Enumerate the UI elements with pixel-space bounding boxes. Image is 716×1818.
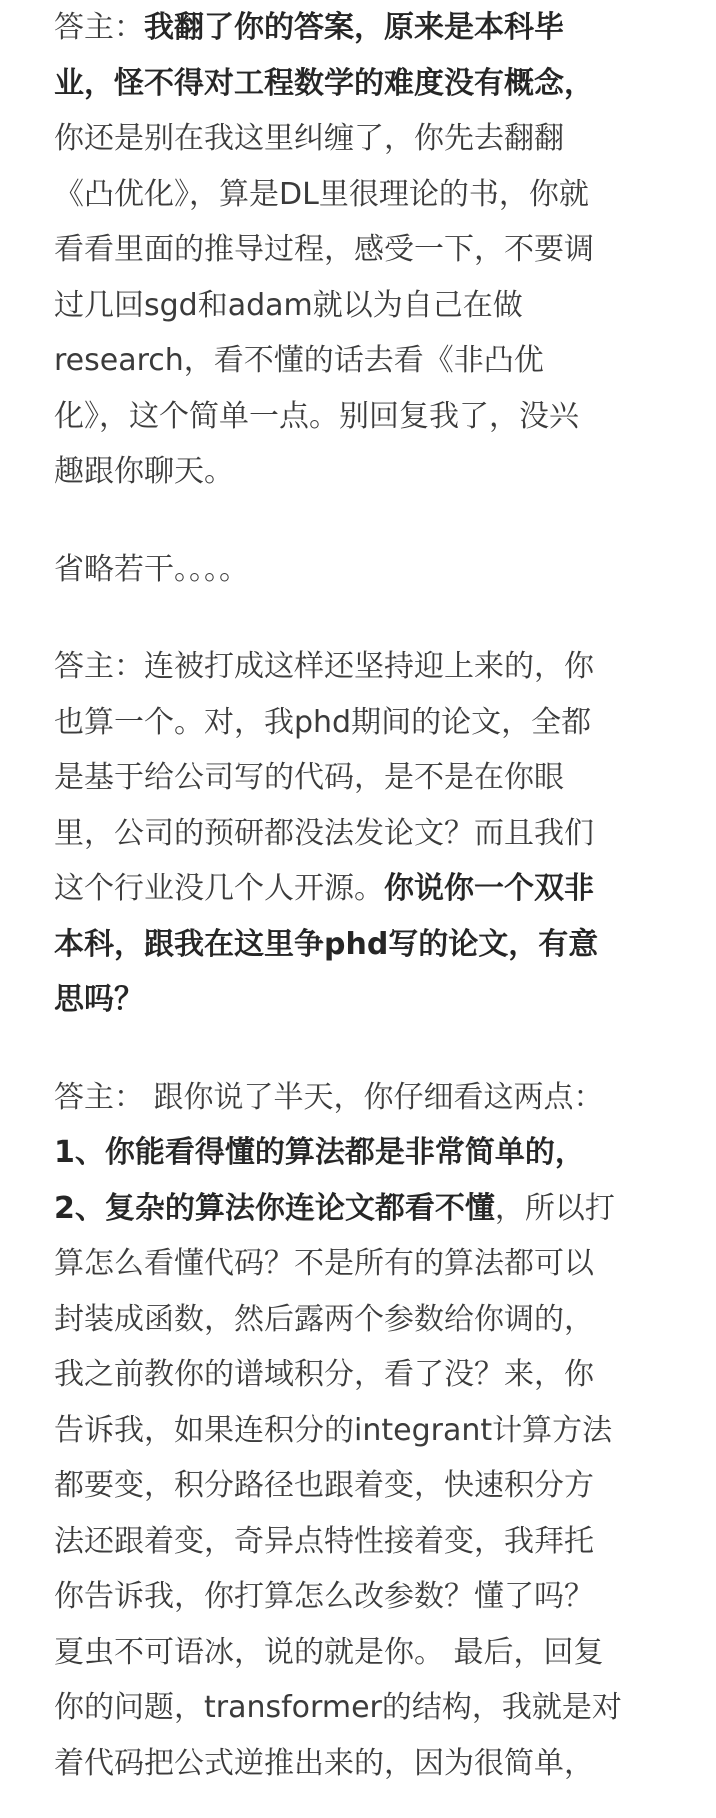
paragraph-spacer bbox=[54, 500, 676, 542]
text-span: 算怎么看懂代码？不是所有的算法都可以 bbox=[54, 1246, 594, 1281]
text-span: 看看里面的推导过程，感受一下，不要调 bbox=[54, 232, 594, 267]
text-line bbox=[54, 167, 676, 223]
text-line bbox=[54, 1070, 676, 1126]
text-line bbox=[54, 1292, 676, 1348]
bold-text-span: 你说你一个双非 bbox=[384, 871, 594, 906]
text-span: 趣跟你聊天。 bbox=[54, 454, 234, 489]
text-line bbox=[54, 1181, 676, 1237]
text-line bbox=[54, 222, 676, 278]
text-line bbox=[54, 56, 676, 112]
text-line bbox=[54, 806, 676, 862]
text-line bbox=[54, 1125, 676, 1181]
text-span: 答主： bbox=[54, 10, 144, 45]
text-line bbox=[54, 972, 676, 1028]
text-line bbox=[54, 1625, 676, 1681]
text-line bbox=[54, 695, 676, 751]
text-span: 我之前教你的谱域积分，看了没？来，你 bbox=[54, 1357, 594, 1392]
text-line bbox=[54, 750, 676, 806]
text-line bbox=[54, 389, 676, 445]
text-line bbox=[54, 444, 676, 500]
text-line bbox=[54, 1680, 676, 1736]
paragraph-spacer bbox=[54, 1028, 676, 1070]
text-span: 夏虫不可语冰，说的就是你。 最后，回复 bbox=[54, 1634, 604, 1670]
paragraph-3 bbox=[54, 639, 676, 1028]
text-span: 过几回sgd和adam就以为自己在做 bbox=[54, 287, 523, 323]
text-span: ，所以打 bbox=[494, 1190, 615, 1226]
bold-text-span: 1、你能看得懂的算法都是非常简单的， bbox=[54, 1135, 585, 1170]
text-line bbox=[54, 861, 676, 917]
bold-text-span: 我翻了你的答案，原来是本科毕 bbox=[144, 10, 564, 45]
text-span: 你还是别在我这里纠缠了，你先去翻翻 bbox=[54, 121, 564, 156]
text-line bbox=[54, 333, 676, 389]
text-line bbox=[54, 0, 676, 56]
text-span: 这个行业没几个人开源。 bbox=[54, 871, 384, 906]
bold-text-span: 思吗？ bbox=[54, 982, 144, 1017]
text-span: 答主：连被打成这样还坚持迎上来的，你 bbox=[54, 649, 594, 684]
text-span: 着代码把公式逆推出来的，因为很简单， bbox=[54, 1745, 594, 1781]
text-line bbox=[54, 1569, 676, 1625]
text-line bbox=[54, 1736, 676, 1792]
text-line bbox=[54, 1458, 676, 1514]
paragraph-2 bbox=[54, 542, 676, 598]
text-line bbox=[54, 1236, 676, 1292]
bold-text-span: 2、复杂的算法你连论文都看不懂 bbox=[54, 1190, 495, 1226]
text-line bbox=[54, 542, 676, 598]
text-line bbox=[54, 1347, 676, 1403]
paragraph-spacer bbox=[54, 597, 676, 639]
text-span: 都要变，积分路径也跟着变，快速积分方 bbox=[54, 1468, 594, 1503]
text-span: research，看不懂的话去看《非凸优 bbox=[54, 343, 544, 378]
bold-text-span: 本科，跟我在这里争phd写的论文，有意 bbox=[54, 926, 599, 962]
text-span: 答主： 跟你说了半天，你仔细看这两点： bbox=[54, 1079, 604, 1115]
text-span: 告诉我，如果连积分的integrant计算方法 bbox=[54, 1412, 613, 1448]
text-span: 里，公司的预研都没法发论文？而且我们 bbox=[54, 815, 594, 851]
text-line bbox=[54, 278, 676, 334]
text-line bbox=[54, 1403, 676, 1459]
text-span: 封装成函数，然后露两个参数给你调的， bbox=[54, 1301, 594, 1337]
text-span: 化》，这个简单一点。别回复我了，没兴 bbox=[54, 398, 579, 434]
text-span: 法还跟着变，奇异点特性接着变，我拜托 bbox=[54, 1523, 594, 1559]
text-span: 是基于给公司写的代码，是不是在你眼 bbox=[54, 760, 564, 795]
bold-text-span: 业，怪不得对工程数学的难度没有概念， bbox=[54, 65, 594, 101]
text-span: 也算一个。对，我phd期间的论文，全都 bbox=[54, 704, 592, 740]
text-span: 省略若干。。。。 bbox=[54, 551, 249, 587]
text-line bbox=[54, 1514, 676, 1570]
text-span: 你告诉我，你打算怎么改参数？懂了吗？ bbox=[54, 1579, 594, 1614]
text-span: 你的问题，transformer的结构，我就是对 bbox=[54, 1690, 622, 1725]
paragraph-4 bbox=[54, 1070, 676, 1792]
text-line bbox=[54, 639, 676, 695]
text-line bbox=[54, 111, 676, 167]
text-span: 《凸优化》，算是DL里很理论的书，你就 bbox=[54, 176, 589, 212]
text-line bbox=[54, 917, 676, 973]
paragraph-1 bbox=[54, 0, 676, 500]
